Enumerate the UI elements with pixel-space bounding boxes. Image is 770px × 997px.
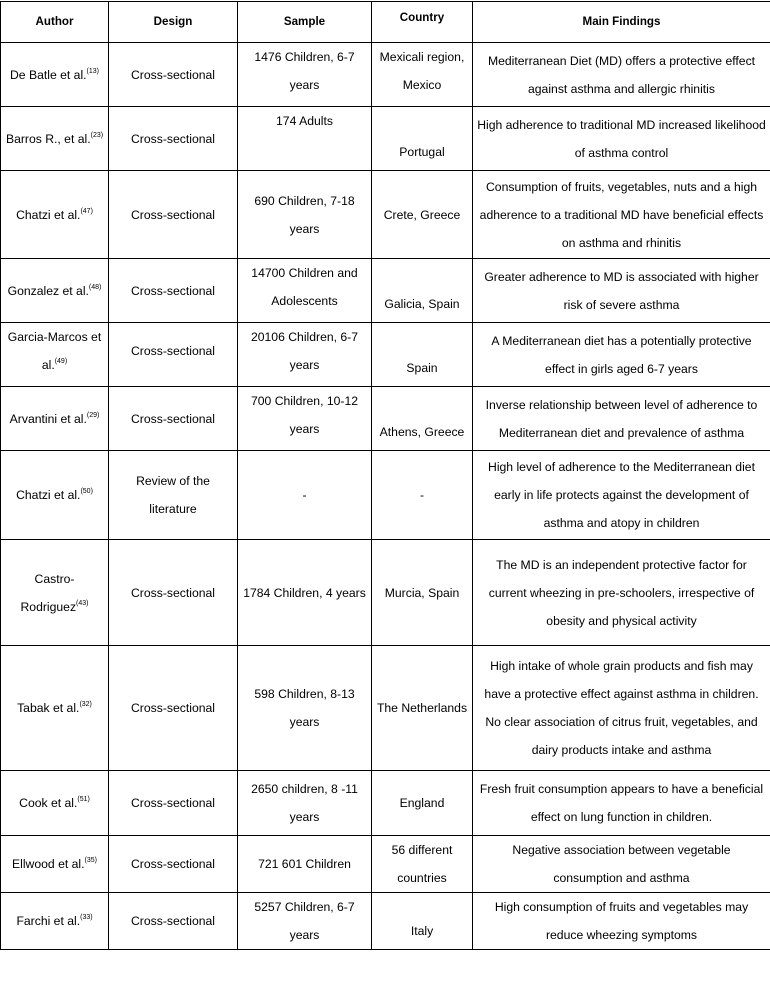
header-country: Country [372, 2, 473, 43]
findings-cell: Inverse relationship between level of adherence to Mediterranean diet and prevalence of asthma [473, 387, 770, 451]
table-row [1, 43, 770, 107]
table-row [1, 451, 770, 540]
author-name: Ellwood et al. [12, 857, 85, 871]
findings-cell: High intake of whole grain products and fish may have a protective effect against asthma in children. No clear association of citrus fruit, vegetables, and dairy products intake and asthma [473, 646, 770, 771]
country-cell: Murcia, Spain [372, 540, 473, 646]
findings-cell: The MD is an independent protective factor for current wheezing in pre-schoolers, irrespective of obesity and physical activity [473, 540, 770, 646]
author-name: Arvantini et al. [9, 411, 87, 426]
design-cell: Cross-sectional [109, 646, 238, 771]
table-row [1, 171, 770, 259]
table-row [1, 323, 770, 387]
studies-table [0, 1, 770, 950]
reference-number: (50) [80, 488, 93, 495]
table-row [1, 107, 770, 171]
reference-number: (43) [76, 599, 89, 607]
author-name: Cook et al. [19, 796, 78, 810]
header-main-findings: Main Findings [473, 2, 770, 43]
table-body [1, 43, 770, 950]
reference-number: (13) [86, 67, 99, 75]
author-name: Garcia-Marcos et al. [7, 330, 102, 372]
country-cell: Mexicali region, Mexico [372, 43, 473, 107]
design-cell: Cross-sectional [109, 771, 238, 836]
author-cell [1, 451, 109, 540]
country-cell: England [372, 771, 473, 836]
country-cell: Portugal [372, 107, 473, 171]
author-cell [1, 259, 109, 323]
country-cell: Italy [372, 893, 473, 950]
country-cell: The Netherlands [372, 646, 473, 771]
table-row [1, 540, 770, 646]
header-sample: Sample [238, 2, 372, 43]
author-cell [1, 771, 109, 836]
findings-cell: Greater adherence to MD is associated with higher risk of severe asthma [473, 259, 770, 323]
author-cell [1, 323, 109, 387]
reference-number: (32) [79, 701, 92, 708]
header-row [1, 2, 770, 43]
author-name: Farchi et al. [16, 914, 81, 928]
author-name: Castro-Rodriguez [20, 571, 77, 614]
design-cell: Cross-sectional [109, 259, 238, 323]
table-header [1, 2, 770, 43]
author-name: Chatzi et al. [16, 488, 81, 502]
design-cell: Cross-sectional [109, 43, 238, 107]
sample-cell: 2650 children, 8 -11 years [238, 771, 372, 836]
country-cell: - [372, 451, 473, 540]
sample-cell: 700 Children, 10-12 years [238, 387, 372, 451]
design-cell: Cross-sectional [109, 540, 238, 646]
sample-cell: 5257 Children, 6-7 years [238, 893, 372, 950]
findings-cell: Consumption of fruits, vegetables, nuts and a high adherence to a traditional MD have beneficial effects on asthma and rhinitis [473, 171, 770, 259]
sample-cell: 1476 Children, 6-7 years [238, 43, 372, 107]
author-cell [1, 893, 109, 950]
sample-cell: - [238, 451, 372, 540]
table-row [1, 387, 770, 451]
reference-number: (49) [54, 358, 68, 365]
sample-cell: 20106 Children, 6-7 years [238, 323, 372, 387]
sample-cell: 174 Adults [238, 107, 372, 171]
design-cell: Review of the literature [109, 451, 238, 540]
table-row [1, 771, 770, 836]
design-cell: Cross-sectional [109, 107, 238, 171]
findings-cell: High adherence to traditional MD increased likelihood of asthma control [473, 107, 770, 171]
reference-number: (35) [84, 857, 97, 864]
reference-number: (48) [88, 283, 102, 291]
reference-number: (23) [90, 131, 104, 139]
author-cell [1, 43, 109, 107]
reference-number: (33) [80, 914, 93, 921]
author-name: Gonzalez et al. [7, 283, 89, 298]
author-name: Chatzi et al. [16, 207, 81, 222]
design-cell: Cross-sectional [109, 387, 238, 451]
reference-number: (47) [80, 207, 93, 215]
country-cell: Crete, Greece [372, 171, 473, 259]
findings-cell: Mediterranean Diet (MD) offers a protective effect against asthma and allergic rhinitis [473, 43, 770, 107]
findings-cell: High consumption of fruits and vegetables may reduce wheezing symptoms [473, 893, 770, 950]
sample-cell: 1784 Children, 4 years [238, 540, 372, 646]
sample-cell: 14700 Children and Adolescents [238, 259, 372, 323]
findings-cell: Fresh fruit consumption appears to have a beneficial effect on lung function in children. [473, 771, 770, 836]
country-cell: 56 different countries [372, 836, 473, 893]
author-cell [1, 836, 109, 893]
design-cell: Cross-sectional [109, 893, 238, 950]
table-row [1, 646, 770, 771]
reference-number: (29) [86, 411, 100, 419]
sample-cell: 721 601 Children [238, 836, 372, 893]
design-cell: Cross-sectional [109, 323, 238, 387]
author-name: Barros R., et al. [5, 131, 91, 146]
header-design: Design [109, 2, 238, 43]
country-cell: Galicia, Spain [372, 259, 473, 323]
sample-cell: 690 Children, 7-18 years [238, 171, 372, 259]
findings-cell: Negative association between vegetable consumption and asthma [473, 836, 770, 893]
country-cell: Athens, Greece [372, 387, 473, 451]
author-cell [1, 646, 109, 771]
findings-cell: A Mediterranean diet has a potentially protective effect in girls aged 6-7 years [473, 323, 770, 387]
reference-number: (51) [77, 796, 90, 803]
author-cell [1, 387, 109, 451]
author-name: Tabak et al. [17, 701, 80, 715]
findings-cell: High level of adherence to the Mediterranean diet early in life protects against the development of asthma and atopy in children [473, 451, 770, 540]
design-cell: Cross-sectional [109, 836, 238, 893]
author-cell [1, 540, 109, 646]
country-cell: Spain [372, 323, 473, 387]
table-row [1, 893, 770, 950]
table-row [1, 836, 770, 893]
design-cell: Cross-sectional [109, 171, 238, 259]
author-cell [1, 171, 109, 259]
author-cell [1, 107, 109, 171]
author-name: De Batle et al. [9, 67, 87, 82]
sample-cell: 598 Children, 8-13 years [238, 646, 372, 771]
header-author: Author [1, 2, 109, 43]
table-row [1, 259, 770, 323]
